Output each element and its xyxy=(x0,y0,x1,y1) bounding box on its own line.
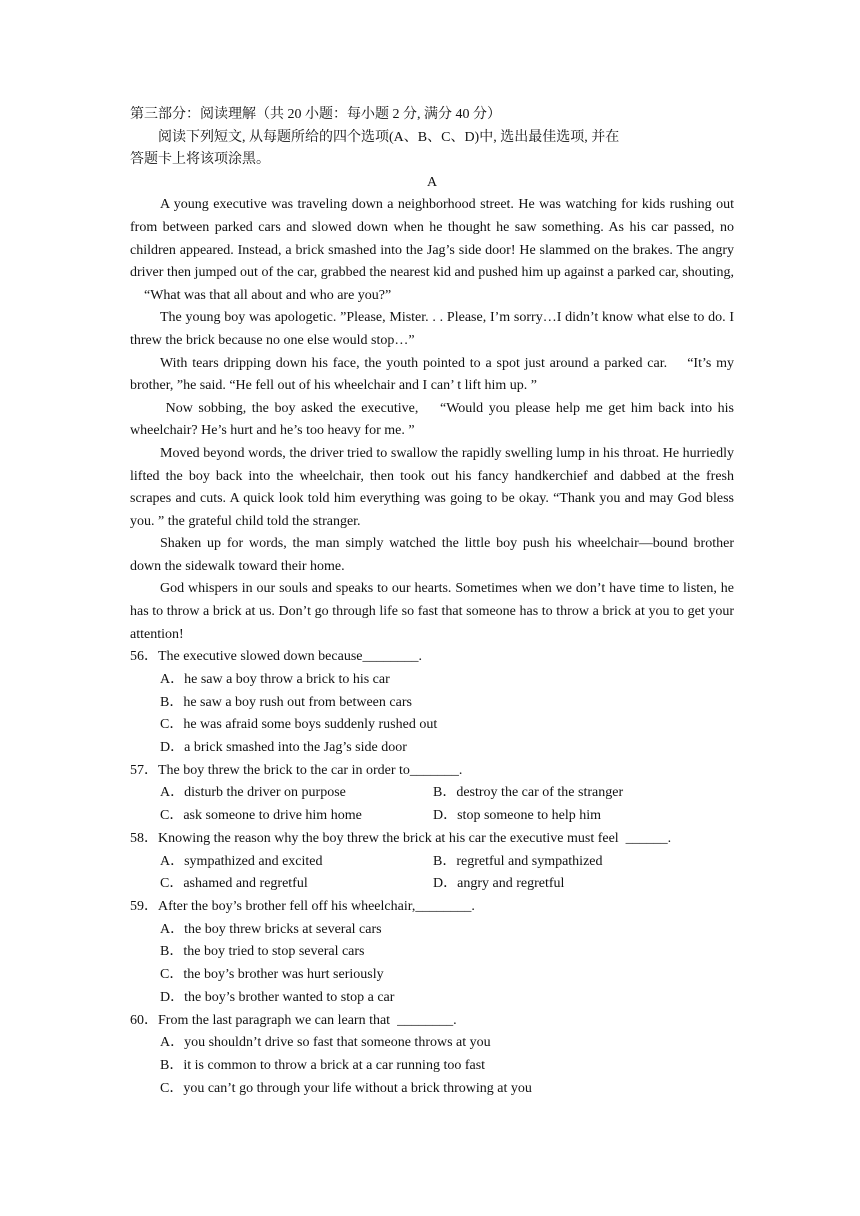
option-d: D．stop someone to help him xyxy=(433,808,601,824)
passage-paragraph: The young boy was apologetic. ”Please, Mister. . . Please, I’m sorry…I didn’t know what else to do. I threw the brick because no one else would stop…” xyxy=(130,310,734,348)
option-b: B．it is common to throw a brick at a car running too fast xyxy=(160,1057,486,1073)
option-d: D．the boy’s brother wanted to stop a car xyxy=(160,989,395,1005)
option-a: A．he saw a boy throw a brick to his car xyxy=(160,671,390,687)
option-a: A．you shouldn’t drive so fast that someone throws at you xyxy=(160,1035,491,1051)
question-stem: 59．After the boy’s brother fell off his wheelchair,________. xyxy=(130,898,475,914)
passage-body xyxy=(130,194,734,646)
question-56 xyxy=(130,646,734,760)
passage-paragraph: Now sobbing, the boy asked the executive, “Would you please help me get him back into his wheelchair? He’s hurt and he’s too heavy for me. ” xyxy=(130,400,734,439)
question-stem: 58．Knowing the reason why the boy threw the brick at his car the executive must feel ______. xyxy=(130,830,672,846)
option-row xyxy=(130,805,734,828)
option-c: C．ashamed and regretful xyxy=(160,876,308,892)
question-stem: 60．From the last paragraph we can learn that ________. xyxy=(130,1012,457,1028)
option-a: A．disturb the driver on purpose xyxy=(160,785,346,801)
option-row xyxy=(130,782,734,805)
option-c: C．ask someone to drive him home xyxy=(160,808,362,824)
option-c: C．the boy’s brother was hurt seriously xyxy=(160,967,384,983)
section-title: 第三部分：阅读理解（共 20 小题：每小题 2 分, 满分 40 分） xyxy=(130,107,501,122)
option-row xyxy=(130,873,734,896)
question-stem: 57．The boy threw the brick to the car in order to_______. xyxy=(130,762,463,778)
option-a: A．sympathized and excited xyxy=(160,853,323,869)
option-d: D．a brick smashed into the Jag’s side door xyxy=(160,740,407,756)
option-c: C．he was afraid some boys suddenly rushed out xyxy=(160,717,438,733)
option-b: B．destroy the car of the stranger xyxy=(433,785,624,801)
passage-paragraph: God whispers in our souls and speaks to our hearts. Sometimes when we don’t have time to listen, he has to throw a brick at us. Don’t go through life so fast that someone has to throw a brick at you to get your attention! xyxy=(130,581,734,642)
option-b: B．the boy tried to stop several cars xyxy=(160,944,365,960)
question-60 xyxy=(130,1010,734,1101)
instruction-line-2: 答题卡上将该项涂黑。 xyxy=(130,152,270,168)
passage-paragraph: Shaken up for words, the man simply watched the little boy push his wheelchair—bound brother down the sidewalk toward their home. xyxy=(130,536,734,574)
option-b: B．regretful and sympathized xyxy=(433,853,603,869)
option-row xyxy=(130,851,734,874)
option-b: B．he saw a boy rush out from between cars xyxy=(160,694,412,710)
question-57 xyxy=(130,760,734,828)
passage-paragraph: Moved beyond words, the driver tried to swallow the rapidly swelling lump in his throat. He hurriedly lifted the boy back into the wheelchair, then took out his fancy handkerchief and dabbed at the fresh scrapes and cuts. A quick look told him everything was going to be okay. “Thank you and may God bless you. ” the grateful child told the stranger. xyxy=(130,445,734,529)
option-c: C．you can’t go through your life without a brick throwing at you xyxy=(160,1080,532,1096)
passage-paragraph: A young executive was traveling down a neighborhood street. He was watching for kids rushing out from between parked cars and slowed down when he thought he saw something. As his car passed, no children appeared. Instead, a brick smashed into the Jag’s side door! He slammed on the brakes. The angry driver then jumped out of the car, grabbed the nearest kid and pushed him up against a parked car, shouting, “What was that all about and who are you?” xyxy=(130,197,734,303)
instruction-line-1: 阅读下列短文, 从每题所给的四个选项(A、B、C、D)中, 选出最佳选项, 并在 xyxy=(158,129,620,145)
passage-paragraph: With tears dripping down his face, the youth pointed to a spot just around a parked car. “It’s my brother, ”he said. “He fell out of his wheelchair and I can’ t lift him up. ” xyxy=(130,355,734,394)
question-59 xyxy=(130,896,734,1010)
passage-title: A xyxy=(426,174,438,190)
question-58 xyxy=(130,828,734,896)
option-a: A．the boy threw bricks at several cars xyxy=(160,921,382,937)
option-d: D．angry and regretful xyxy=(433,876,565,892)
exam-page xyxy=(130,104,734,1100)
question-stem: 56．The executive slowed down because________. xyxy=(130,649,422,665)
